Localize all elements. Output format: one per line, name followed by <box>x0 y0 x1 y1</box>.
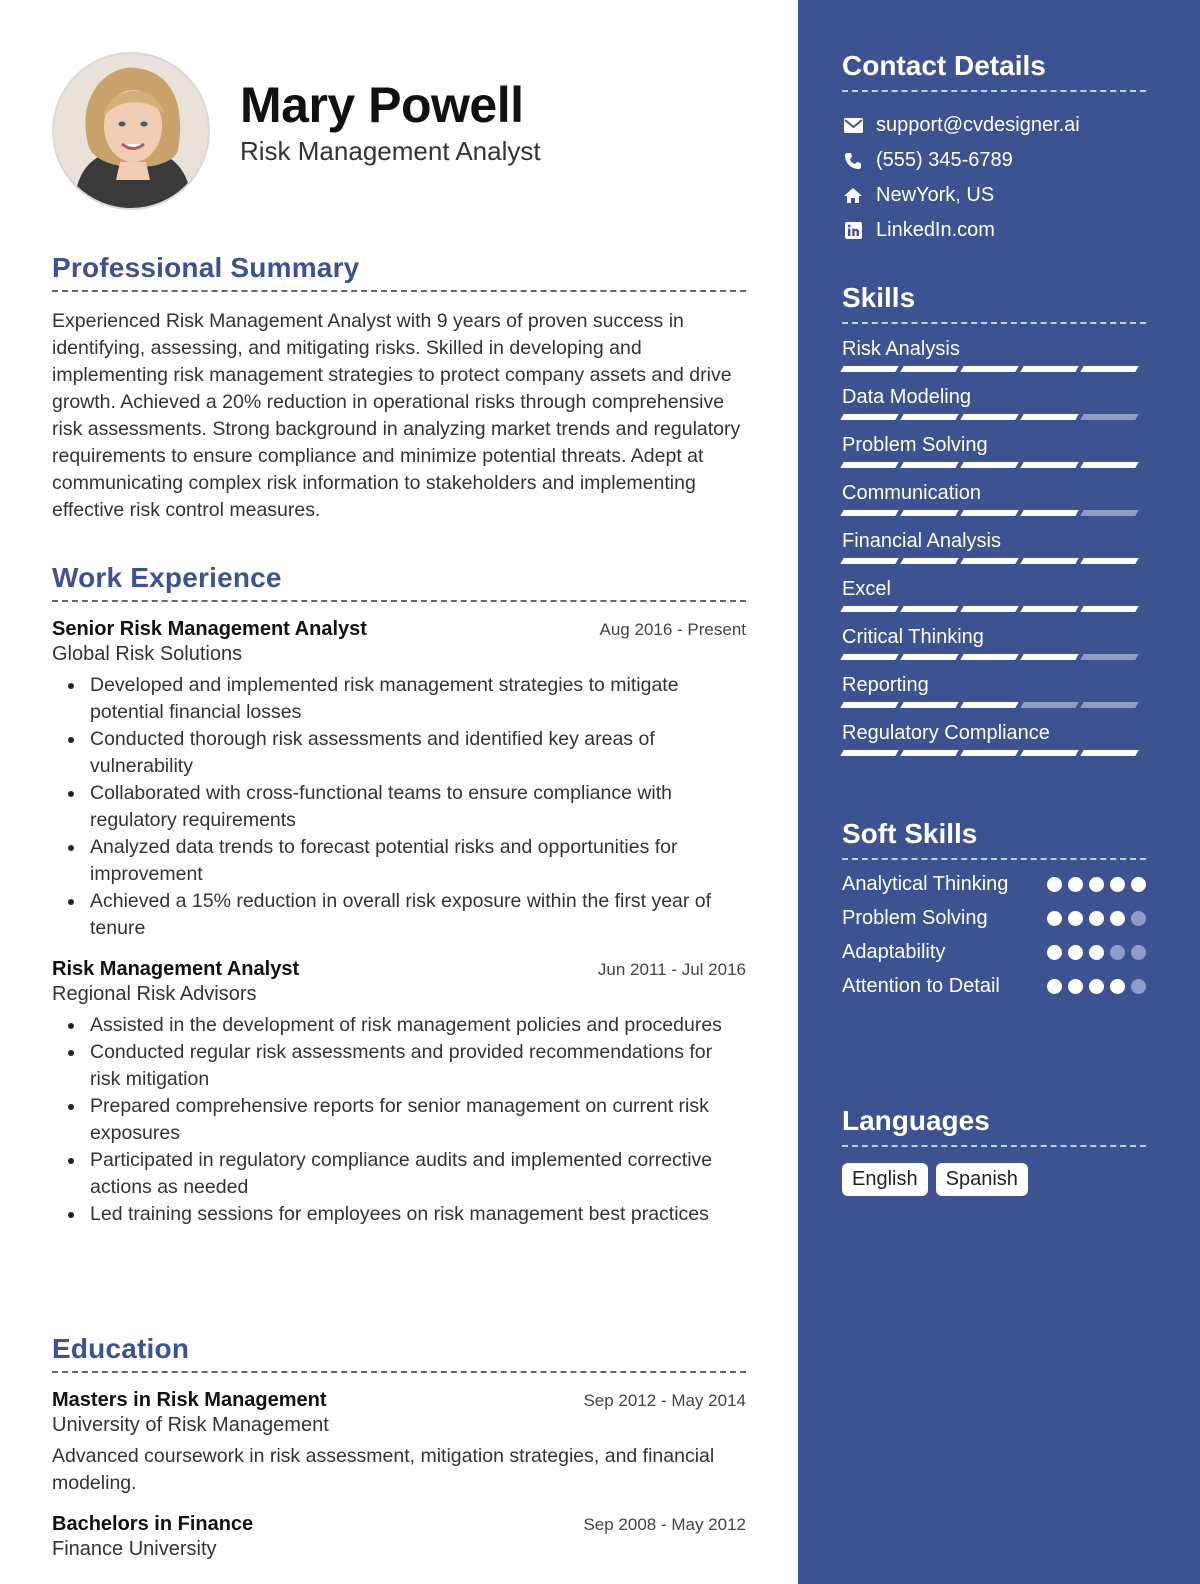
skill-item <box>842 334 1146 372</box>
soft-skill-rating <box>1047 945 1146 960</box>
job-bullet: Developed and implemented risk management strategies to mitigate potential financial losses <box>90 672 746 726</box>
skill-level-bars <box>842 510 1146 516</box>
soft-skill-item <box>842 972 1146 1000</box>
edu-school: University of Risk Management <box>52 1414 329 1436</box>
skill-level-segment <box>840 702 898 708</box>
job-bullet: Participated in regulatory compliance audits and implemented corrective actions as needed <box>90 1147 746 1201</box>
skill-level-segment <box>1020 750 1078 756</box>
skill-item <box>842 622 1146 660</box>
skill-name: Critical Thinking <box>842 626 984 648</box>
job-role: Senior Risk Management Analyst <box>52 618 367 640</box>
skill-level-segment <box>1080 558 1138 564</box>
skill-name: Communication <box>842 482 981 504</box>
skill-level-segment <box>900 366 958 372</box>
rating-dot <box>1131 945 1146 960</box>
job-bullet: Collaborated with cross-functional teams to ensure compliance with regulatory requirements <box>90 780 746 834</box>
rating-dot <box>1047 911 1062 926</box>
rating-dot <box>1089 877 1104 892</box>
rating-dot <box>1131 877 1146 892</box>
skill-level-segment <box>1080 702 1138 708</box>
soft-skills-heading: Soft Skills <box>842 818 1146 860</box>
soft-skill-item <box>842 904 1146 932</box>
skill-level-segment <box>900 462 958 468</box>
skill-level-segment <box>1020 702 1078 708</box>
rating-dot <box>1047 979 1062 994</box>
profile-photo-icon <box>54 54 210 210</box>
skill-name: Regulatory Compliance <box>842 722 1050 744</box>
summary-section <box>52 252 746 524</box>
sidebar <box>798 0 1200 1584</box>
job-company: Global Risk Solutions <box>52 643 243 665</box>
skill-item <box>842 478 1146 516</box>
rating-dot <box>1089 911 1104 926</box>
job-role: Risk Management Analyst <box>52 958 300 980</box>
location-text: NewYork, US <box>876 184 995 206</box>
phone-icon <box>842 150 864 172</box>
skill-level-segment <box>1080 510 1138 516</box>
job-bullets <box>52 1012 746 1228</box>
skill-level-bars <box>842 414 1146 420</box>
phone-text: (555) 345-6789 <box>876 149 1013 171</box>
experience-heading: Work Experience <box>52 562 746 602</box>
contact-section <box>842 50 1146 248</box>
skill-level-segment <box>900 510 958 516</box>
soft-skills-list <box>842 870 1146 1000</box>
job-bullet: Analyzed data trends to forecast potential risks and opportunities for improvement <box>90 834 746 888</box>
skill-level-segment <box>900 750 958 756</box>
soft-skill-item <box>842 870 1146 898</box>
job-bullet: Conducted regular risk assessments and provided recommendations for risk mitigation <box>90 1039 746 1093</box>
skill-level-segment <box>1080 414 1138 420</box>
skill-name: Problem Solving <box>842 434 988 456</box>
email-text: support@cvdesigner.ai <box>876 114 1080 136</box>
soft-skill-item <box>842 938 1146 966</box>
soft-skill-rating <box>1047 911 1146 926</box>
soft-skill-name: Analytical Thinking <box>842 873 1009 895</box>
skill-level-segment <box>1020 558 1078 564</box>
rating-dot <box>1068 877 1083 892</box>
rating-dot <box>1047 877 1062 892</box>
candidate-title: Risk Management Analyst <box>240 136 541 166</box>
languages-section <box>842 1105 1146 1196</box>
rating-dot <box>1131 979 1146 994</box>
job-date: Jun 2011 - Jul 2016 <box>597 960 746 979</box>
job-bullet: Conducted thorough risk assessments and identified key areas of vulnerability <box>90 726 746 780</box>
contact-linkedin[interactable] <box>842 213 1146 248</box>
skill-item <box>842 382 1146 420</box>
rating-dot <box>1110 945 1125 960</box>
edu-date: Sep 2008 - May 2012 <box>583 1515 746 1534</box>
skills-list <box>842 334 1146 756</box>
job-bullet: Led training sessions for employees on risk management best practices <box>90 1201 746 1228</box>
contact-email[interactable] <box>842 108 1146 143</box>
edu-school: Finance University <box>52 1538 217 1560</box>
rating-dot <box>1068 911 1083 926</box>
rating-dot <box>1110 979 1125 994</box>
skill-level-segment <box>840 462 898 468</box>
skill-level-segment <box>900 414 958 420</box>
skill-level-segment <box>1020 510 1078 516</box>
rating-dot <box>1047 945 1062 960</box>
skill-level-segment <box>840 510 898 516</box>
languages-list <box>842 1163 1146 1196</box>
skill-level-segment <box>1020 654 1078 660</box>
contact-heading: Contact Details <box>842 50 1146 92</box>
rating-dot <box>1110 877 1125 892</box>
envelope-icon <box>842 115 864 137</box>
rating-dot <box>1089 945 1104 960</box>
soft-skill-rating <box>1047 979 1146 994</box>
education-heading: Education <box>52 1333 746 1373</box>
soft-skill-rating <box>1047 877 1146 892</box>
skill-level-segment <box>1080 750 1138 756</box>
skill-level-bars <box>842 366 1146 372</box>
skill-level-segment <box>1080 606 1138 612</box>
skill-level-bars <box>842 606 1146 612</box>
linkedin-icon <box>842 220 864 242</box>
education-entry <box>52 1513 746 1561</box>
skill-level-segment <box>960 558 1018 564</box>
skill-item <box>842 574 1146 612</box>
language-badge: English <box>842 1163 928 1196</box>
skill-level-segment <box>960 366 1018 372</box>
contact-location <box>842 178 1146 213</box>
skill-level-bars <box>842 462 1146 468</box>
summary-text: Experienced Risk Management Analyst with 9 years of proven success in identifying, assessing, and mitigating risks. Skilled in developing and implementing risk management strategies to protect company assets and drive growth. Achieved a 20% reduction in operational risks through comprehensive risk assessments. Strong background in analyzing market trends and regulatory requirements to ensure compliance and minimize potential threats. Adept at communicating complex risk information to stakeholders and implementing effective risk control measures. <box>52 310 741 521</box>
main-column <box>52 0 746 1584</box>
skill-level-segment <box>1020 414 1078 420</box>
job-bullet: Achieved a 15% reduction in overall risk exposure within the first year of tenure <box>90 888 746 942</box>
skill-level-segment <box>960 750 1018 756</box>
edu-degree: Masters in Risk Management <box>52 1389 327 1411</box>
skill-level-segment <box>1020 366 1078 372</box>
job-bullets <box>52 672 746 942</box>
skill-level-segment <box>1020 606 1078 612</box>
skill-level-segment <box>1080 654 1138 660</box>
skill-level-segment <box>960 462 1018 468</box>
skill-name: Data Modeling <box>842 386 971 408</box>
skill-level-segment <box>900 654 958 660</box>
rating-dot <box>1068 945 1083 960</box>
skill-level-segment <box>1020 462 1078 468</box>
summary-heading: Professional Summary <box>52 252 746 292</box>
candidate-name: Mary Powell <box>240 77 524 133</box>
skill-level-segment <box>840 606 898 612</box>
skill-level-segment <box>840 414 898 420</box>
soft-skill-name: Attention to Detail <box>842 975 1000 997</box>
contact-phone[interactable] <box>842 143 1146 178</box>
edu-degree: Bachelors in Finance <box>52 1513 254 1535</box>
skill-level-segment <box>900 702 958 708</box>
skill-item <box>842 670 1146 708</box>
job-entry <box>52 958 746 1228</box>
skill-name: Financial Analysis <box>842 530 1001 552</box>
job-bullet: Prepared comprehensive reports for senior management on current risk exposures <box>90 1093 746 1147</box>
soft-skill-name: Problem Solving <box>842 907 988 929</box>
avatar <box>52 52 210 210</box>
skill-level-segment <box>960 654 1018 660</box>
skill-level-bars <box>842 750 1146 756</box>
job-bullet: Assisted in the development of risk management policies and procedures <box>90 1012 746 1039</box>
linkedin-text: LinkedIn.com <box>876 219 995 241</box>
job-date: Aug 2016 - Present <box>599 620 746 639</box>
rating-dot <box>1068 979 1083 994</box>
skill-level-segment <box>960 702 1018 708</box>
skill-level-segment <box>960 606 1018 612</box>
home-icon <box>842 185 864 207</box>
skill-name: Risk Analysis <box>842 338 960 360</box>
job-company: Regional Risk Advisors <box>52 983 257 1005</box>
job-entry <box>52 618 746 942</box>
language-badge: Spanish <box>936 1163 1028 1196</box>
skill-level-segment <box>840 366 898 372</box>
skill-level-bars <box>842 654 1146 660</box>
skill-item <box>842 718 1146 756</box>
education-entry <box>52 1389 746 1497</box>
edu-description: Advanced coursework in risk assessment, mitigation strategies, and financial modeling. <box>52 1445 715 1494</box>
skill-level-segment <box>840 558 898 564</box>
skill-item <box>842 526 1146 564</box>
skill-level-segment <box>960 510 1018 516</box>
skill-level-bars <box>842 558 1146 564</box>
skill-level-segment <box>840 750 898 756</box>
skill-name: Excel <box>842 578 891 600</box>
skill-name: Reporting <box>842 674 929 696</box>
skill-item <box>842 430 1146 468</box>
skill-level-segment <box>900 558 958 564</box>
soft-skills-section <box>842 818 1146 1000</box>
skill-level-bars <box>842 702 1146 708</box>
skills-section <box>842 282 1146 756</box>
languages-heading: Languages <box>842 1105 1146 1147</box>
skills-heading: Skills <box>842 282 1146 324</box>
skill-level-segment <box>960 414 1018 420</box>
rating-dot <box>1131 911 1146 926</box>
skill-level-segment <box>840 654 898 660</box>
rating-dot <box>1110 911 1125 926</box>
skill-level-segment <box>900 606 958 612</box>
rating-dot <box>1089 979 1104 994</box>
skill-level-segment <box>1080 462 1138 468</box>
skill-level-segment <box>1080 366 1138 372</box>
edu-date: Sep 2012 - May 2014 <box>583 1391 746 1410</box>
soft-skill-name: Adaptability <box>842 941 946 963</box>
experience-section <box>52 562 746 1228</box>
education-section <box>52 1333 746 1561</box>
